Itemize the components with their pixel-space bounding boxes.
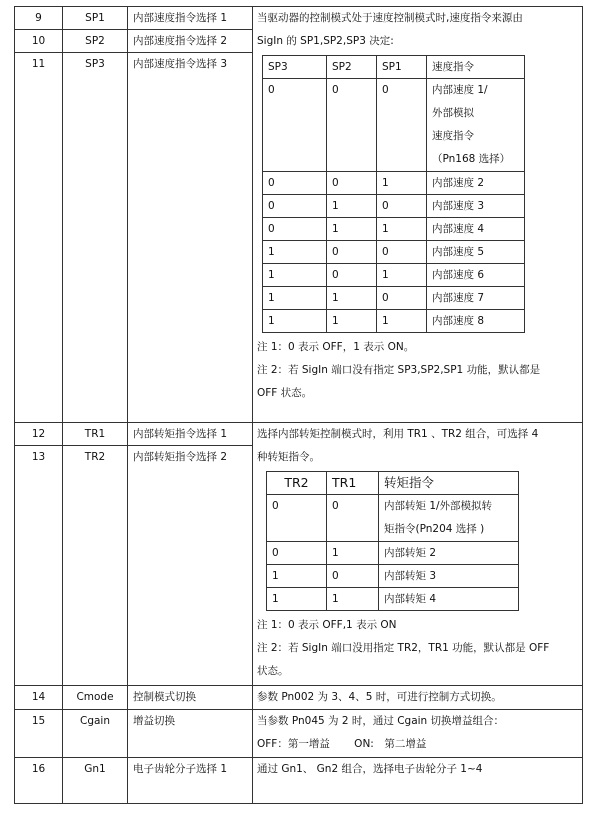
signal-symbol: SP2: [63, 30, 128, 53]
gn1-desc-line: 通过 Gn1、 Gn2 组合，选择电子齿轮分子 1~4: [257, 763, 483, 775]
cmode-description: [253, 686, 583, 710]
column-header: SP2: [327, 56, 377, 79]
signal-symbol: Cgain: [63, 710, 128, 758]
gn1-description: [253, 758, 583, 804]
signal-symbol: TR1: [63, 423, 128, 446]
signal-name: 增益切换: [128, 710, 253, 758]
row-number: 10: [15, 30, 63, 53]
row-number: 11: [15, 53, 63, 423]
signal-name: 内部速度指令选择 3: [128, 53, 253, 423]
tr2-value: 0: [267, 542, 327, 565]
torque-command-line: 矩指令(Pn204 选择 ): [384, 523, 485, 535]
column-header: TR2: [267, 472, 327, 495]
sp3-value: 1: [263, 310, 327, 333]
cgain-desc-line1: 当参数 Pn045 为 2 时，通过 Cgain 切换增益组合：: [257, 715, 505, 727]
tr2-value: 0: [267, 495, 327, 542]
torque-select-table: [266, 471, 519, 611]
signal-name: 控制模式切换: [128, 686, 253, 710]
cgain-description: [253, 710, 583, 758]
speed-command: 内部速度 3: [427, 195, 525, 218]
torque-command: 内部转矩 2: [379, 542, 519, 565]
speed-command: 内部速度 6: [427, 264, 525, 287]
sp1-value: 0: [377, 195, 427, 218]
signal-symbol: SP1: [63, 7, 128, 30]
sp3-value: 0: [263, 172, 327, 195]
speed-command: 内部速度 2: [427, 172, 525, 195]
signal-name: 内部转矩指令选择 1: [128, 423, 253, 446]
signal-name: 内部速度指令选择 1: [128, 7, 253, 30]
sp-note-1: 注 1：0 表示 OFF，1 表示 ON。: [257, 341, 415, 353]
sp-note-2a: 注 2：若 SigIn 端口没有指定 SP3,SP2,SP1 功能，默认都是: [257, 364, 541, 376]
speed-command: 内部速度 4: [427, 218, 525, 241]
sp1-value: 0: [377, 287, 427, 310]
table-row: [263, 79, 525, 172]
signal-symbol: Cmode: [63, 686, 128, 710]
sp1-value: 1: [377, 172, 427, 195]
sp1-value: 1: [377, 218, 427, 241]
table-row: [267, 565, 519, 588]
tr-note-2a: 注 2：若 SigIn 端口没用指定 TR2，TR1 功能，默认都是 OFF: [257, 642, 550, 654]
parameter-table-page: [14, 6, 583, 822]
column-header: 转矩指令: [379, 472, 519, 495]
signal-symbol: SP3: [63, 53, 128, 423]
sp2-value: 1: [327, 287, 377, 310]
row-number: 16: [15, 758, 63, 804]
speed-command: 内部速度 7: [427, 287, 525, 310]
tr-intro-line1: 选择内部转矩控制模式时，利用 TR1 、TR2 组合，可选择 4: [257, 428, 539, 440]
row-number: 9: [15, 7, 63, 30]
tr1-value: 1: [327, 542, 379, 565]
signal-name: 内部速度指令选择 2: [128, 30, 253, 53]
sp2-value: 1: [327, 218, 377, 241]
table-row: [263, 264, 525, 287]
table-row: [263, 287, 525, 310]
sp-description-cell: [253, 7, 583, 423]
column-header: 速度指令: [427, 56, 525, 79]
sp3-value: 1: [263, 241, 327, 264]
speed-command-line: 速度指令: [432, 130, 474, 142]
sp3-value: 0: [263, 195, 327, 218]
table-row: [263, 195, 525, 218]
tr1-value: 0: [327, 565, 379, 588]
sp2-value: 1: [327, 310, 377, 333]
row-number: 15: [15, 710, 63, 758]
sp3-value: 0: [263, 79, 327, 172]
sp2-value: 0: [327, 79, 377, 172]
sp1-value: 1: [377, 264, 427, 287]
tr-note-2b: 状态。: [257, 665, 289, 677]
signal-function-table: [14, 6, 583, 804]
sp2-value: 0: [327, 264, 377, 287]
cmode-desc-line: 参数 Pn002 为 3、4、5 时，可进行控制方式切换。: [257, 691, 502, 703]
tr-intro-line2: 种转矩指令。: [257, 451, 320, 463]
sp1-value: 0: [377, 241, 427, 264]
signal-symbol: TR2: [63, 446, 128, 686]
table-row: [267, 542, 519, 565]
row-number: 13: [15, 446, 63, 686]
sp2-value: 0: [327, 241, 377, 264]
sp2-value: 1: [327, 195, 377, 218]
tr1-value: 0: [327, 495, 379, 542]
torque-command: 内部转矩 3: [379, 565, 519, 588]
sp1-value: 0: [377, 79, 427, 172]
table-row: [15, 710, 583, 758]
torque-command: [379, 495, 519, 542]
signal-name: 内部转矩指令选择 2: [128, 446, 253, 686]
signal-symbol: Gn1: [63, 758, 128, 804]
speed-command-line: （Pn168 选择）: [432, 153, 511, 165]
column-header: SP1: [377, 56, 427, 79]
sp-intro-line1: 当驱动器的控制模式处于速度控制模式时,速度指令来源由: [257, 12, 523, 24]
sp1-value: 1: [377, 310, 427, 333]
speed-command: 内部速度 5: [427, 241, 525, 264]
table-header-row: [263, 56, 525, 79]
torque-command-line: 内部转矩 1/外部模拟转: [384, 500, 493, 512]
cgain-desc-line2: OFF：第一增益 ON: 第二增益: [257, 738, 427, 750]
table-row: [15, 758, 583, 804]
tr-note-1: 注 1：0 表示 OFF,1 表示 ON: [257, 619, 397, 631]
column-header: SP3: [263, 56, 327, 79]
table-row: [15, 686, 583, 710]
sp3-value: 0: [263, 218, 327, 241]
column-header: TR1: [327, 472, 379, 495]
sp3-value: 1: [263, 287, 327, 310]
table-row: [263, 172, 525, 195]
speed-command: 内部速度 8: [427, 310, 525, 333]
sp3-value: 1: [263, 264, 327, 287]
sp-note-2b: OFF 状态。: [257, 387, 313, 399]
tr2-value: 1: [267, 588, 327, 611]
table-row: [267, 495, 519, 542]
row-number: 12: [15, 423, 63, 446]
torque-command: 内部转矩 4: [379, 588, 519, 611]
tr1-value: 1: [327, 588, 379, 611]
tr-description-cell: [253, 423, 583, 686]
table-row: [263, 310, 525, 333]
speed-select-table: [262, 55, 525, 333]
row-number: 14: [15, 686, 63, 710]
speed-command: [427, 79, 525, 172]
table-row: [267, 588, 519, 611]
speed-command-line: 外部模拟: [432, 107, 474, 119]
table-row: [263, 218, 525, 241]
table-row: [15, 7, 583, 30]
table-header-row: [267, 472, 519, 495]
speed-command-line: 内部速度 1/: [432, 84, 488, 96]
table-row: [263, 241, 525, 264]
signal-name: 电子齿轮分子选择 1: [128, 758, 253, 804]
tr2-value: 1: [267, 565, 327, 588]
sp-intro-line2: SigIn 的 SP1,SP2,SP3 决定:: [257, 35, 394, 47]
sp2-value: 0: [327, 172, 377, 195]
table-row: [15, 423, 583, 446]
